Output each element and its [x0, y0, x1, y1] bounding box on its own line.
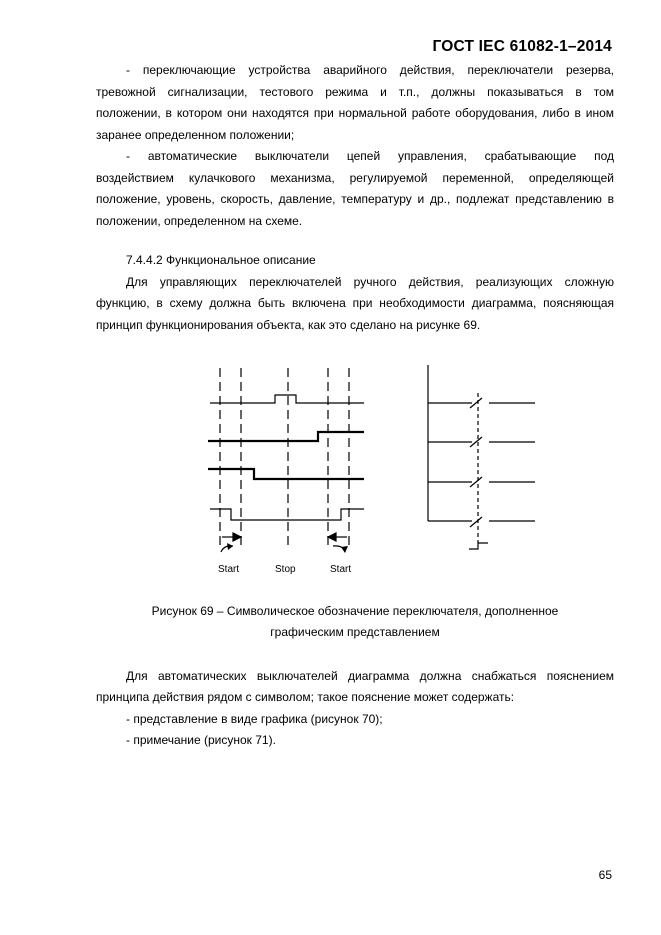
figure-caption-line-2: графическим представлением	[270, 625, 440, 639]
label-stop: Stop	[275, 564, 296, 575]
page-number: 65	[598, 868, 612, 882]
text-line: положении, в котором они находятся при нормальной работе оборудования, либо в ином	[96, 106, 614, 120]
list-item: - представление в виде графика (рисунок 70);	[126, 712, 383, 726]
text-line: тревожной сигнализации, тестового режима и т.п., должны показываться в том	[96, 85, 614, 99]
list-item: - примечание (рисунок 71).	[126, 733, 276, 747]
switch-symbol	[428, 365, 535, 549]
text-line: положение, уровень, скорость, давление, температуру и др., подлежат представлению в	[96, 192, 614, 206]
document-header: ГОСТ IEC 61082-1–2014	[432, 38, 612, 55]
label-start-right: Start	[330, 564, 352, 575]
waveform-1	[210, 395, 364, 403]
section-heading: 7.4.4.2 Функциональное описание	[126, 253, 316, 267]
text-line: воздействием кулачкового механизма, регулируемой переменной, определяющей	[96, 171, 614, 185]
text-line: функцию, в схему должна быть включена при необходимости диаграмма, поясняющая	[96, 296, 614, 310]
text-line: положении, определенном на схеме.	[96, 214, 303, 228]
text-line: принципа действия рядом с символом; такое пояснение может содержать:	[96, 690, 515, 704]
figure-caption-line-1: Рисунок 69 – Символическое обозначение переключателя, дополненное	[151, 604, 559, 618]
label-start-left: Start	[218, 564, 240, 575]
text-line: - переключающие устройства аварийного действия, переключатели резерва,	[126, 63, 614, 77]
text-line: Для управляющих переключателей ручного действия, реализующих сложную	[126, 275, 614, 289]
rotation-arrow-icon	[221, 546, 345, 552]
text-line: заранее определенном положении;	[96, 128, 295, 142]
text-line: Для автоматических выключателей диаграмма должна снабжаться пояснением	[126, 669, 614, 683]
waveform-3	[208, 469, 364, 479]
text-line: принцип функционирования объекта, как это сделано на рисунке 69.	[96, 318, 481, 332]
text-line: - автоматические выключатели цепей управления, срабатывающие под	[126, 149, 614, 163]
waveform-2	[208, 432, 364, 441]
arrowhead-icon	[341, 546, 348, 553]
arrowhead-icon	[227, 543, 233, 550]
waveform-4	[210, 509, 364, 520]
